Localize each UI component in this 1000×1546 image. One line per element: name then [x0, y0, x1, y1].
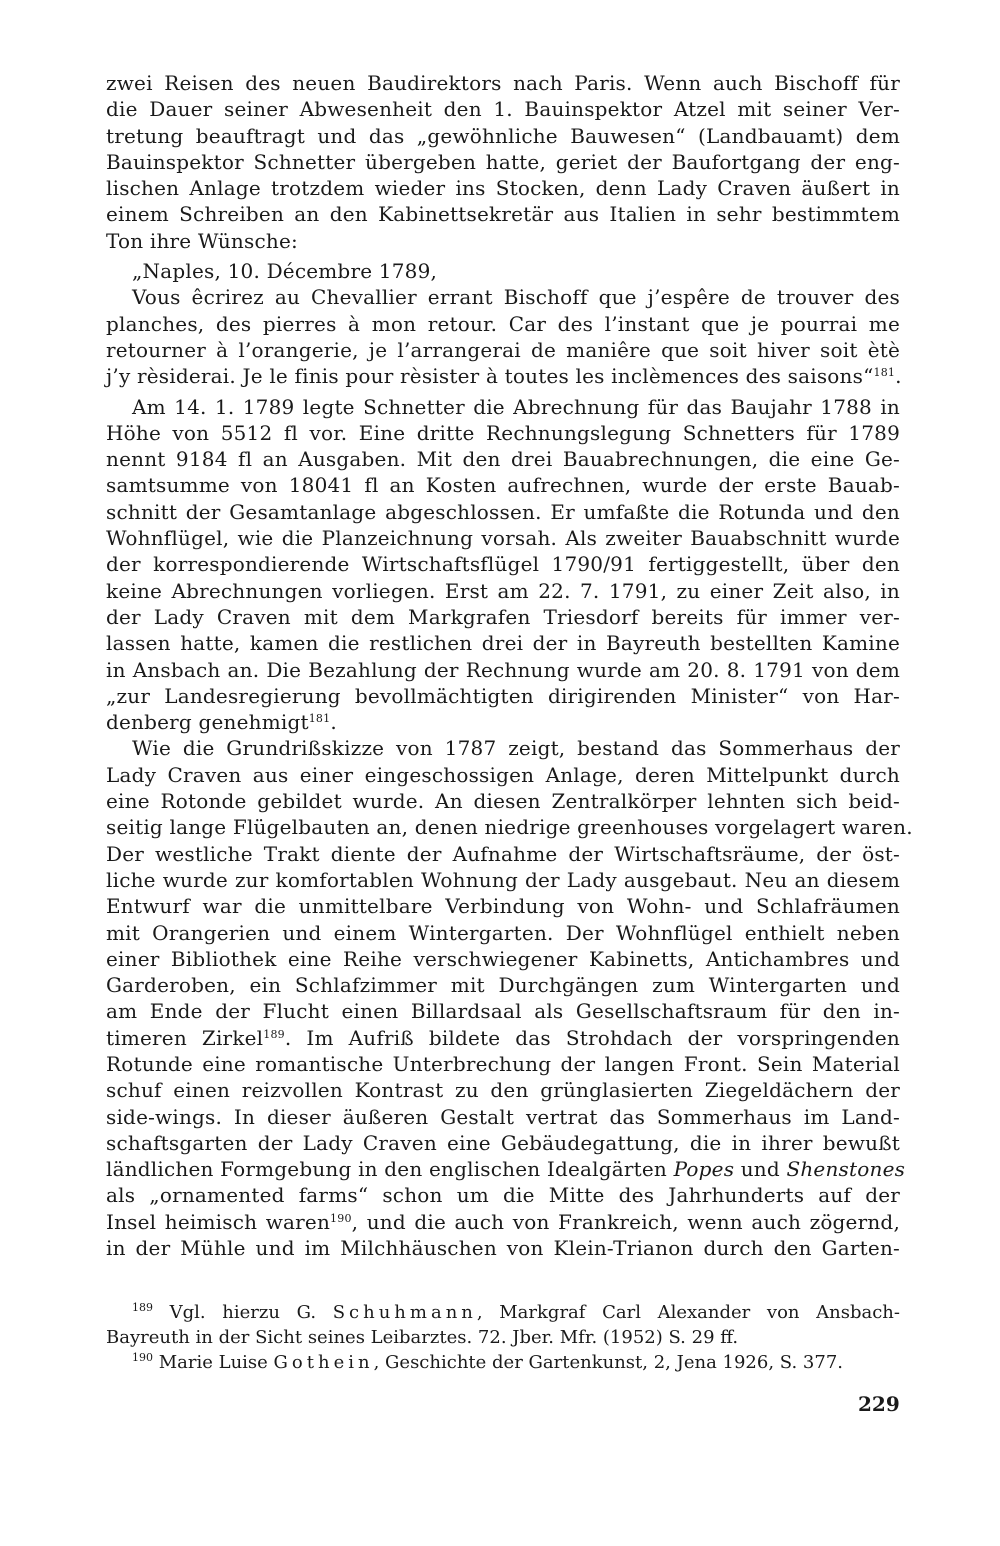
footnote-ref: 189 — [263, 1027, 285, 1041]
text-line: Ton ihre Wünsche: — [106, 228, 298, 253]
text-line: als „ornamented farms“ schon um die Mitte des Jahrhunderts auf der — [106, 1183, 900, 1208]
text-line: eine Rotonde gebildet wurde. An diesen Zentralkörper lehnten sich beid- — [106, 789, 900, 814]
footnote-ref: 181 — [308, 712, 331, 726]
text-line: mit Orangerien und einem Wintergarten. Der Wohnflügel enthielt neben — [106, 920, 900, 945]
text-line: lischen Anlage trotzdem wieder ins Stocken, denn Lady Craven äußert in — [106, 176, 900, 201]
text-line: seitig lange Flügelbauten an, denen niedrige greenhouses vorgelagert waren. — [106, 815, 913, 840]
text-line: Am 14. 1. 1789 legte Schnetter die Abrechnung für das Baujahr 1788 in — [132, 394, 900, 419]
footnote-ref: 181 — [873, 366, 896, 380]
text-line: in Ansbach an. Die Bezahlung der Rechnung wurde am 20. 8. 1791 von dem — [106, 657, 900, 682]
italic-name: Shenstones — [786, 1157, 906, 1182]
footnote-text: , Markgraf Carl Alexander von Ansbach- — [476, 1302, 900, 1323]
footnotes — [106, 1300, 900, 1375]
text-line: side-wings. In dieser äußeren Gestalt vertrat das Sommerhaus im Land- — [106, 1104, 900, 1129]
text-line: keine Abrechnungen vorliegen. Erst am 22. 7. 1791, zu einer Zeit also, in — [106, 578, 900, 603]
footnote-ref: 190 — [330, 1211, 352, 1225]
text-line: der Lady Craven mit dem Markgrafen Triesdorf bereits für immer ver- — [106, 604, 900, 629]
footnote-189-cont: Bayreuth in der Sicht seines Leibarztes. 72. Jber. Mfr. (1952) S. 29 ff. — [106, 1327, 739, 1348]
text-line: „zur Landesregierung bevollmächtigten dirigirenden Minister“ von Har- — [106, 683, 900, 708]
text-line — [106, 1209, 900, 1235]
footnote-190 — [106, 1350, 900, 1375]
text-line: samtsumme von 18041 fl an Kosten aufrechnen, wurde der erste Bauab- — [106, 473, 900, 498]
text-line-text: denberg genehmigt — [106, 710, 309, 735]
text-line: nennt 9184 fl an Ausgaben. Mit den drei Bauabrechnungen, die eine Ge- — [106, 447, 900, 472]
footnote-number: 189 — [132, 1301, 153, 1314]
text-line — [106, 709, 900, 735]
quote-line: Vous êcrirez au Chevallier errant Bischoff que j’espêre de trouver des — [132, 285, 900, 310]
footnote-text: Marie Luise — [158, 1352, 274, 1373]
text-line: zwei Reisen des neuen Baudirektors nach Paris. Wenn auch Bischoff für — [106, 71, 900, 95]
text-line: einer Bibliothek eine Reihe verschwiegener Kabinetts, Antichambres und — [106, 946, 900, 971]
text-line — [106, 1156, 906, 1182]
text-line-text: ländlichen Formgebung in den englischen Idealgärten — [106, 1157, 674, 1182]
text-line-text: . Im Aufriß bildete das Strohdach der vorspringenden — [284, 1025, 901, 1050]
text-line-text: , und die auch von Frankreich, wenn auch zögernd, — [351, 1209, 900, 1234]
text-line: am Ende der Flucht einen Billardsaal als Gesellschaftsraum für den in- — [106, 999, 900, 1024]
text-line: Höhe von 5512 fl vor. Eine dritte Rechnungslegung Schnetters für 1789 — [106, 420, 900, 445]
text-line: tretung beauftragt und das „gewöhnliche Bauwesen“ (Landbauamt) dem — [106, 123, 900, 148]
text-line: in der Mühle und im Milchhäuschen von Klein-Trianon durch den Garten- — [106, 1236, 900, 1261]
text-line: Bauinspektor Schnetter übergeben hatte, geriet der Baufortgang der eng- — [106, 149, 900, 174]
text-line: liche wurde zur komfortablen Wohnung der Lady ausgebaut. Neu an diesem — [106, 867, 900, 892]
body-text — [106, 70, 913, 1261]
text-line-text: Insel heimisch waren — [106, 1209, 331, 1234]
text-line: Der westliche Trakt diente der Aufnahme der Wirtschaftsräume, der öst- — [106, 841, 900, 866]
text-line: die Dauer seiner Abwesenheit den 1. Bauinspektor Atzel mit seiner Ver- — [106, 97, 900, 122]
quote-line: „Naples, 10. Décembre 1789, — [132, 259, 438, 284]
footnote-author: Gothein — [273, 1352, 374, 1373]
punctuation: . — [330, 710, 337, 735]
footnote-text: Vgl. hierzu G. — [169, 1302, 333, 1323]
quote-line — [106, 363, 900, 389]
text-line: schuf einen reizvollen Kontrast zu den grünglasierten Ziegeldächern der — [106, 1078, 900, 1103]
text-line: schaftsgarten der Lady Craven eine Gebäudegattung, die in ihrer bewußt — [106, 1130, 900, 1155]
footnote-author: Schuhmann — [332, 1302, 477, 1323]
text-line: einem Schreiben an den Kabinettsekretär aus Italien in sehr bestimmtem — [106, 202, 900, 227]
quote-line: retourner à l’orangerie, je l’arrangerai de maniêre que soit hiver soit ètè — [106, 337, 900, 362]
text-line: Lady Craven aus einer eingeschossigen Anlage, deren Mittelpunkt durch — [106, 762, 900, 787]
text-line: Rotunde eine romantische Unterbrechung der langen Front. Sein Material — [106, 1051, 900, 1076]
text-line: Entwurf war die unmittelbare Verbindung von Wohn- und Schlafräumen — [106, 894, 900, 919]
text-line: Wohnflügel, wie die Planzeichnung vorsah. Als zweiter Bauabschnitt wurde — [106, 526, 900, 551]
quote-line-text: j’y rèsiderai. Je le finis pour rèsister à toutes les inclèmences des saisons“ — [106, 364, 874, 389]
text-line: Garderoben, ein Schlafzimmer mit Durchgängen zum Wintergarten und — [106, 973, 900, 998]
footnote-number: 190 — [132, 1351, 153, 1364]
text-line: schnitt der Gesamtanlage abgeschlossen. Er umfaßte die Rotunda und den — [106, 499, 900, 524]
footnote-189 — [106, 1300, 900, 1325]
text-line — [106, 1025, 900, 1051]
quote-line: planches, des pierres à mon retour. Car des l’instant que je pourrai me — [106, 311, 900, 336]
punctuation: . — [895, 364, 902, 389]
text-line-text: und — [734, 1157, 787, 1182]
page-number: 229 — [858, 1392, 900, 1416]
text-line-text: timeren Zirkel — [106, 1025, 264, 1050]
footnote-text: , Geschichte der Gartenkunst, 2, Jena 1926, S. 377. — [373, 1352, 843, 1373]
italic-name: Popes — [673, 1157, 735, 1182]
text-line: der korrespondierende Wirtschaftsflügel 1790/91 fertiggestellt, über den — [106, 552, 900, 577]
text-line: Wie die Grundrißskizze von 1787 zeigt, bestand das Sommerhaus der — [132, 736, 900, 761]
text-line: lassen hatte, kamen die restlichen drei der in Bayreuth bestellten Kamine — [106, 631, 900, 656]
